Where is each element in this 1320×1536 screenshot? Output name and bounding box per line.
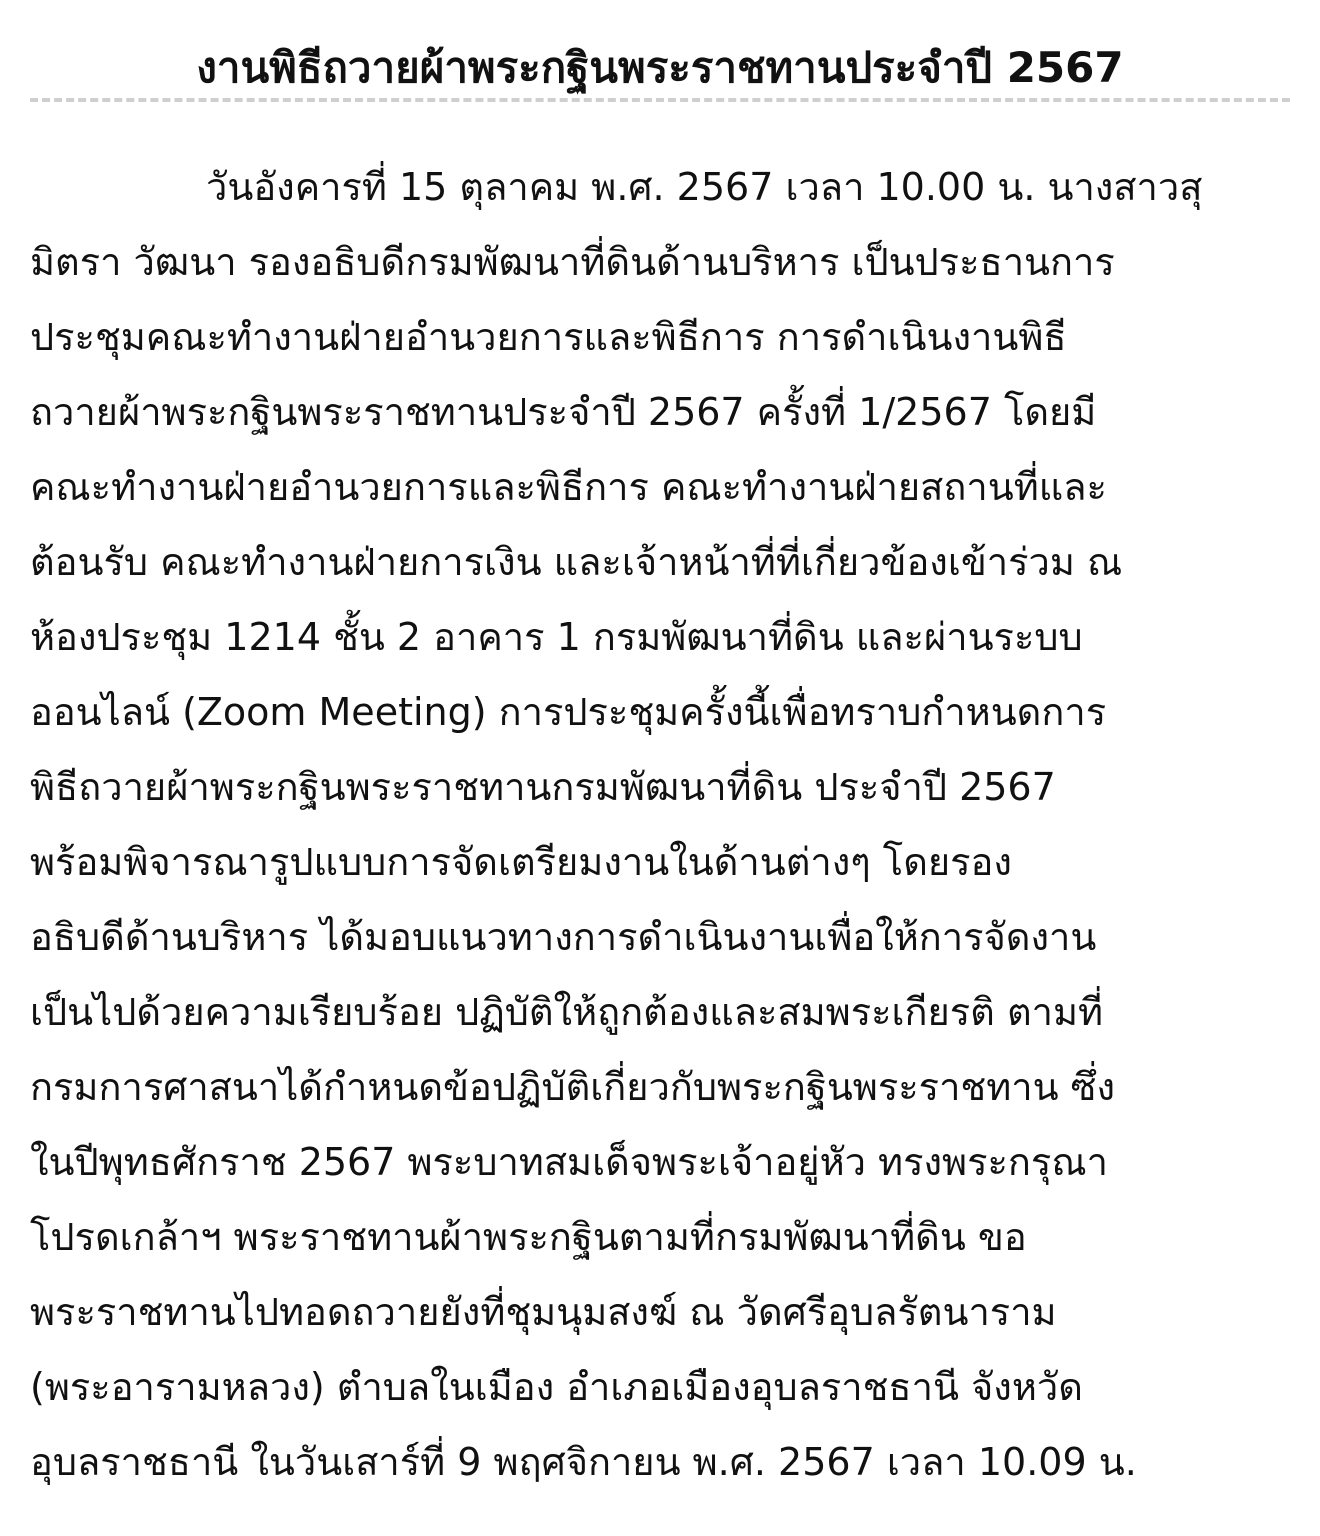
- article-line: กรมการศาสนาได้กำหนดข้อปฏิบัติเกี่ยวกับพระกฐินพระราชทาน ซึ่ง: [30, 1065, 1116, 1109]
- title-divider: [30, 98, 1290, 102]
- article-line: เป็นไปด้วยความเรียบร้อย ปฏิบัติให้ถูกต้องและสมพระเกียรติ ตามที่: [30, 990, 1104, 1034]
- article-line: ต้อนรับ คณะทำงานฝ่ายการเงิน และเจ้าหน้าที่ที่เกี่ยวข้องเข้าร่วม ณ: [30, 540, 1123, 584]
- article-line: อธิบดีด้านบริหาร ได้มอบแนวทางการดำเนินงานเพื่อให้การจัดงาน: [30, 915, 1097, 959]
- article-line: พิธีถวายผ้าพระกฐินพระราชทานกรมพัฒนาที่ดิน ประจำปี 2567: [30, 765, 1056, 809]
- article-body: [30, 150, 1290, 1500]
- article-line: ห้องประชุม 1214 ชั้น 2 อาคาร 1 กรมพัฒนาที่ดิน และผ่านระบบ: [30, 615, 1083, 659]
- article-line: คณะทำงานฝ่ายอำนวยการและพิธีการ คณะทำงานฝ่ายสถานที่และ: [30, 465, 1107, 509]
- article-line: ในปีพุทธศักราช 2567 พระบาทสมเด็จพระเจ้าอยู่หัว ทรงพระกรุณา: [30, 1140, 1108, 1184]
- article-line: อุบลราชธานี ในวันเสาร์ที่ 9 พฤศจิกายน พ.ศ. 2567 เวลา 10.09 น.: [30, 1440, 1137, 1484]
- article-line: พระราชทานไปทอดถวายยังที่ชุมนุมสงฆ์ ณ วัดศรีอุบลรัตนาราม: [30, 1290, 1057, 1334]
- article-line: ประชุมคณะทำงานฝ่ายอำนวยการและพิธีการ การดำเนินงานพิธี: [30, 315, 1067, 359]
- article-line: โปรดเกล้าฯ พระราชทานผ้าพระกฐินตามที่กรมพัฒนาที่ดิน ขอ: [30, 1215, 1027, 1259]
- article-line: ถวายผ้าพระกฐินพระราชทานประจำปี 2567 ครั้งที่ 1/2567 โดยมี: [30, 390, 1097, 434]
- article-line: วันอังคารที่ 15 ตุลาคม พ.ศ. 2567 เวลา 10.00 น. นางสาวสุ: [206, 165, 1203, 209]
- article-line: พร้อมพิจารณารูปแบบการจัดเตรียมงานในด้านต่างๆ โดยรอง: [30, 840, 1012, 884]
- article-line: ออนไลน์ (Zoom Meeting) การประชุมครั้งนี้เพื่อทราบกำหนดการ: [30, 690, 1107, 734]
- article-line: (พระอารามหลวง) ตำบลในเมือง อำเภอเมืองอุบลราชธานี จังหวัด: [30, 1365, 1083, 1409]
- article-line: มิตรา วัฒนา รองอธิบดีกรมพัฒนาที่ดินด้านบริหาร เป็นประธานการ: [30, 240, 1115, 284]
- article-title: งานพิธีถวายผ้าพระกฐินพระราชทานประจำปี 2567: [196, 43, 1124, 93]
